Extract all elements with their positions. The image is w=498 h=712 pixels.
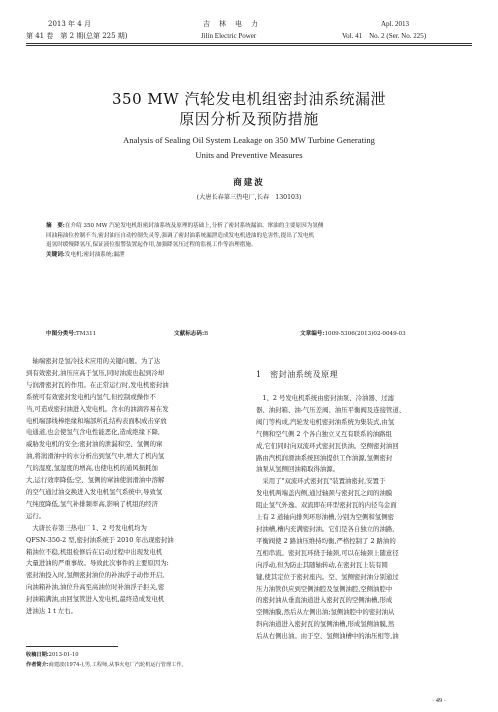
author-affiliation: (大唐长春第三热电厂,长春 130103) <box>196 194 302 201</box>
abstract-line: 退氢时缓慢降氢压,保证液位报警装置起作用,加强降氢压过程的监视工作等治理措施。 <box>46 242 257 249</box>
received-date: 收稿日期:2013-01-10 <box>26 652 79 658</box>
text-line: 的空气通过油交换进入发电机氢气系统中,导致氢 <box>26 487 163 496</box>
text-line: 封油箱满油,由回氢管进入发电机,最终造成发电机 <box>26 595 165 604</box>
text-line: 电通道,也会使氢气含电性能恶化,造成绝缘下降, <box>26 428 160 437</box>
text-line: 成,它们同时向双流环式密封瓦供油。空侧密封油回 <box>256 441 399 450</box>
header-rule-top <box>26 43 472 44</box>
text-line: 向油箱补油,油位升高至高油位时补油浮子拒关,密 <box>26 583 165 592</box>
header-date-en: Apl. 2013 <box>381 20 409 28</box>
intro-paragraph <box>26 356 232 523</box>
text-line: 进油达 1 t 左右。 <box>26 607 78 616</box>
abstract <box>46 222 451 260</box>
text-line: 到有效密封,油压应高于氢压,同时油流也起到冷却 <box>26 368 165 377</box>
text-line: 电机端部线棒绝缘和端部所孔结构表面积成击穿放 <box>26 416 167 425</box>
text-line: 大,运行效率降低;空、氢侧的窜油使润滑油中溶解 <box>26 476 165 485</box>
text-line: 轴端密封是氢冷技术应用的关键问题。为了达 <box>32 357 161 365</box>
text-line: 系统可有效密封发电机内氢气,但控制或操作不 <box>26 392 156 401</box>
header-date: 2013 年 4 月 <box>48 20 91 28</box>
principle-paragraph <box>256 476 472 643</box>
header-rule-bottom <box>26 45 472 46</box>
system-paragraph <box>256 393 472 476</box>
text-line: 密封油投入时,氢侧密封油位的补油浮子动作开启, <box>26 571 165 580</box>
text-line: 箱油位不稳,机组检修后在启动过程中出现发电机 <box>26 547 163 556</box>
section-heading: 1 密封油系统及原理 <box>256 370 339 379</box>
case-paragraph <box>26 523 232 618</box>
text-line: 后从右侧出油。由于空、氢侧油槽中的油压相等,油 <box>256 632 399 641</box>
text-line: 气的湿度,氢湿度的增高,也使电机的通风损耗加 <box>26 464 158 473</box>
text-line: 器、油封箱、油-气压差阀、油压平衡阀及连接管道、 <box>256 405 406 414</box>
text-line: 当,可造成密封油进入发电机。含水的油滴容易在发 <box>26 404 169 413</box>
title-cn-line1: 350 MW 汽轮发电机组密封油系统漏泄 <box>112 90 386 108</box>
keywords-value: 发电机;密封油系统;漏泄 <box>64 251 125 258</box>
keywords-label: 关键词: <box>46 251 65 258</box>
text-line: 封油槽,槽内充满密封油。它们是各自独立的油路, <box>256 524 395 533</box>
text-line: 斜向油道进入密封瓦的氢侧油槽,形成氢侧油膜,然 <box>256 620 395 629</box>
page-number: · 49 · <box>432 697 447 704</box>
text-line: 平衡阀使 2 路油压维持均衡,严格控制了 2 路油的 <box>256 536 396 545</box>
abstract-label: 摘 要: <box>46 223 65 229</box>
text-line: 空侧油膜,然后从左侧出油;氢侧油腔中的密封油从 <box>256 608 395 617</box>
text-line: 油,将润滑油中的水分析出到氢气中,增大了机内氢 <box>26 452 165 461</box>
text-line: 路由汽机润滑油系统回油提供工作油源,氢侧密封 <box>256 453 393 462</box>
abstract-line: 回油箱油位控制不当,密封油压自动控制失灵等,强调了密封油系统漏泄造成发电机进油的危害性,提出了发电机 <box>46 232 315 239</box>
title-cn-line2: 原因分析及预防措施 <box>179 110 319 128</box>
header-volume-issue: 第 41 卷 第 2 期(总第 225 期) <box>26 32 128 40</box>
abstract-line: 摘 要:在介绍 350 MW 汽轮发电机组密封油系统及原理的基础上,分析了密封系统漏油、窜油的主要原因为氢侧 <box>46 223 324 229</box>
text-line: 与润滑密封瓦的作用。在正常运行时,发电机密封油 <box>26 380 169 389</box>
text-line: 阀门等构成,汽轮发电机密封油系统为集装式,由氢 <box>256 417 395 426</box>
text-line: 运行。 <box>26 511 46 520</box>
document-code: 文献标志码:B <box>174 331 209 337</box>
text-line: 威胁发电机的安全;密封油的泄漏和空、氢侧的窜 <box>26 440 163 449</box>
text-line: 互相串流。密封瓦环绕于轴颈,可以在轴颈上随意径 <box>256 548 399 557</box>
left-column <box>26 356 232 618</box>
header-volume-en: Vol. 41 No. 2 (Ser. No. 225) <box>342 32 427 40</box>
clc-number: 中图分类号:TM311 <box>46 331 97 337</box>
text-line: 油泵从氢侧回油箱取得油源。 <box>256 465 340 474</box>
text-line: 向浮动,但为防止其随轴转动,在密封瓦上装有圆 <box>256 560 388 569</box>
journal-name-en: Jilin Electric Power <box>201 32 257 40</box>
text-line: 上有 2 道轴向排列环形油槽,分别为空侧和氢侧密 <box>256 513 394 522</box>
text-line: QFSN-350-2 型,密封油系统于 2010 年出现密封油 <box>26 535 174 544</box>
journal-name-cn: 吉 林 电 力 <box>203 20 259 28</box>
footnote-rule <box>26 646 118 647</box>
text-line: 气纯度降低,氢气补排频率高,影响了机组的经济 <box>26 499 158 508</box>
text-line: 气侧和空气侧 2 个各自独立又互有联系的油路组 <box>256 429 392 438</box>
keywords <box>46 251 451 261</box>
text-line: 大唐长春第三热电厂 1、2 号发电机均为 <box>32 523 147 532</box>
title-en-line1: Analysis of Sealing Oil System Leakage on 350 MW Turbine Generating <box>123 135 375 145</box>
text-line: 发电机两端盖内侧,通过轴颈与密封瓦之间的油膜 <box>256 489 393 498</box>
text-line: 大量进油的严重事故。导致此次事件的主要原因为: <box>26 559 169 568</box>
text-line: 采用了"双流环式密封瓦"装置油密封,安置于 <box>262 477 386 486</box>
title-en-line2: Units and Preventive Measures <box>195 150 303 160</box>
author-name: 商建波 <box>233 178 265 188</box>
text-line: 压力油管供应到空侧油腔及氢侧油腔,空侧油腔中 <box>256 584 393 593</box>
text-line: 键,使其定位于密封座内。空、氢侧密封油分别通过 <box>256 572 399 581</box>
text-line: 阻止氢气外逸。双流即在环型密封瓦的内径乌金面 <box>256 501 397 510</box>
article-number: 文章编号:1009-5306(2013)02-0049-03 <box>300 331 406 337</box>
author-bio: 作者简介:商建波(1974-),男,工程师,从事火电厂汽轮机运行管理工作。 <box>26 662 187 668</box>
text-line: 的密封油从垂直油道进入密封瓦的空侧油槽,形成 <box>256 596 393 605</box>
right-column <box>256 393 472 643</box>
text-line: 1、2 号发电机系统由密封油泵、冷油器、过滤 <box>262 394 394 402</box>
